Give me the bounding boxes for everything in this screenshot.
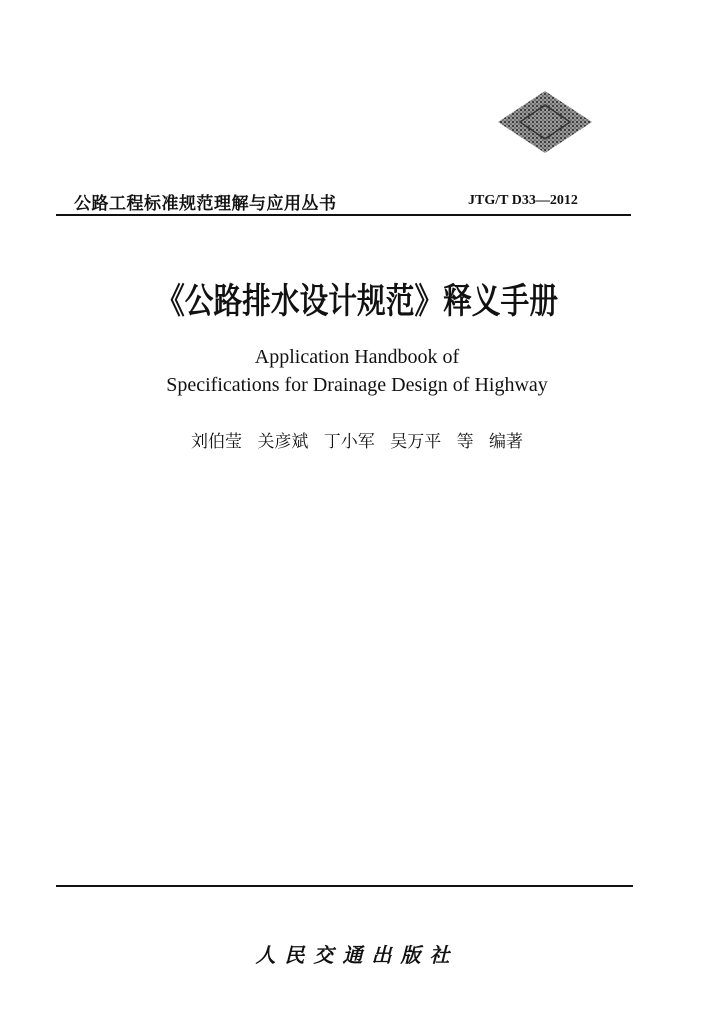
series-title: 公路工程标准规范理解与应用丛书 [74, 194, 337, 214]
standard-code: JTG/T D33—2012 [468, 193, 578, 208]
book-title-chinese: 《公路排水设计规范》释义手册 [156, 282, 558, 322]
title-en-line-2: Specifications for Drainage Design of Highway [166, 374, 548, 396]
author-etc: 等 [456, 432, 474, 452]
author-name: 丁小军 [323, 432, 375, 452]
author-name: 关彦斌 [257, 432, 309, 452]
publisher-name: 人民交通出版社 [255, 943, 459, 967]
publisher-diamond-logo-icon [496, 89, 594, 155]
title-en-line-1: Application Handbook of [254, 346, 460, 368]
top-divider [56, 214, 631, 216]
author-name: 刘伯莹 [190, 432, 242, 452]
book-title-english [0, 343, 714, 399]
author-name: 吴万平 [390, 432, 442, 452]
authors-line [0, 427, 714, 452]
author-role: 编著 [489, 432, 524, 452]
bottom-divider [56, 885, 633, 887]
